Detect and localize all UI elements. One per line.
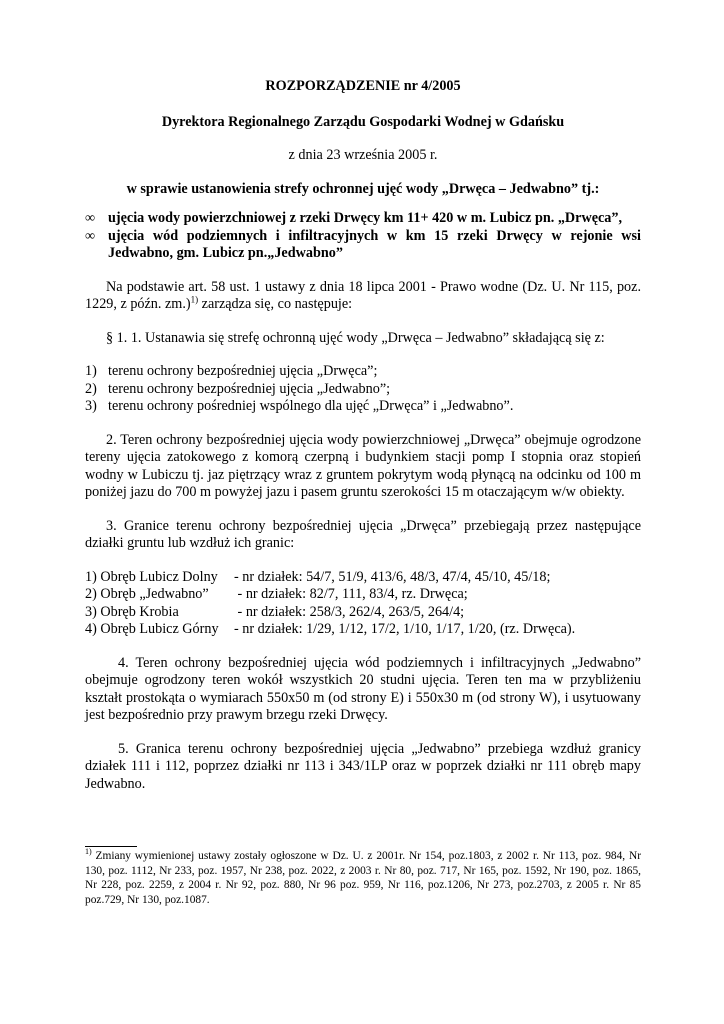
- legal-basis-text: Na podstawie art. 58 ust. 1 ustawy z dnia 18 lipca 2001 - Prawo wodne (Dz. U. Nr 115, poz. 1229, z późn. zm.): [85, 278, 641, 312]
- list-item: [85, 381, 641, 399]
- zone-list: [85, 363, 641, 416]
- infinity-bullet-icon: ∞: [85, 210, 96, 226]
- intake-item-jedwabno: [85, 228, 641, 263]
- legal-basis: [85, 279, 641, 314]
- list-text: terenu ochrony bezpośredniej ujęcia „Drwęca”;: [108, 363, 378, 379]
- list-text: terenu ochrony pośredniej wspólnego dla ujęć „Drwęca” i „Jedwabno”.: [108, 398, 514, 414]
- plot-parcels: - nr działek: 1/29, 1/12, 17/2, 1/10, 1/17, 1/20, (rz. Drwęca).: [234, 621, 576, 637]
- list-text: terenu ochrony bezpośredniej ujęcia „Jedwabno”;: [108, 380, 391, 397]
- footnote-marker: 1): [85, 847, 92, 857]
- plot-parcels: - nr działek: 54/7, 51/9, 413/6, 48/3, 47/4, 45/10, 45/18;: [234, 568, 551, 585]
- list-item: [85, 363, 641, 381]
- document-issuer: Dyrektora Regionalnego Zarządu Gospodarki Wodnej w Gdańsku: [161, 113, 565, 130]
- list-number: 2): [85, 380, 97, 397]
- document-title: ROZPORZĄDZENIE nr 4/2005: [265, 78, 461, 94]
- plot-parcels: - nr działek: 82/7, 111, 83/4, rz. Drwęca;: [234, 586, 468, 602]
- paragraph-4: 4. Teren ochrony bezpośredniej ujęcia wód podziemnych i infiltracyjnych „Jedwabno” obejmuje ogrodzony teren wokół wszystkich 20 studni ujęcia. Teren ten ma w przybliżeniu kształt prostokąta o wymiarach 550x50 m (od strony E) i 550x30 m (od strony W), i usytuowany jest bezpośrednio przy prawym brzegu rzeki Drwęcy.: [85, 654, 641, 723]
- document-subject: w sprawie ustanowienia strefy ochronnej ujęć wody „Drwęca – Jedwabno” tj.:: [126, 180, 600, 197]
- plot-row: [85, 604, 641, 622]
- footnote: [85, 849, 641, 907]
- paragraph-5: 5. Granica terenu ochrony bezpośredniej ujęcia „Jedwabno” przebiega wzdłuż granicy działek 111 i 112, poprzez działki nr 113 i 343/1LP oraz w poprzek działki nr 111 obręb mapy Jedwabno.: [85, 740, 641, 792]
- plot-obreb: 3) Obręb Krobia: [85, 603, 179, 620]
- footnote-text: Zmiany wymienionej ustawy zostały ogłoszone w Dz. U. z 2001r. Nr 154, poz.1803, z 2002 r. Nr 113, poz. 984, Nr 130, poz. 1112, Nr 233, poz. 1957, Nr 238, poz. 2022, z 2003 r. Nr 80, poz. 717, Nr 165, poz. 1592, Nr 190, poz. 1865, Nr 228, poz. 2259, z 2004 r. Nr 92, poz. 880, Nr 96 poz. 959, Nr 116, poz.1206, Nr 273, poz.2703, z 2005 r. Nr 85 poz.729, Nr 130, poz.1087.: [85, 850, 641, 906]
- plot-row: [85, 569, 641, 587]
- list-item: [85, 398, 641, 416]
- plot-list: [85, 569, 641, 639]
- document-date: z dnia 23 września 2005 r.: [288, 147, 438, 163]
- plot-obreb: 2) Obręb „Jedwabno”: [85, 586, 209, 602]
- plot-row: [85, 621, 641, 639]
- document-page: [85, 78, 641, 793]
- intake-text: ujęcia wód podziemnych i infiltracyjnych w km 15 rzeki Drwęcy w rejonie wsi Jedwabno, gm. Lubicz pn.„Jedwabno”: [108, 227, 641, 261]
- paragraph-3: 3. Granice terenu ochrony bezpośredniej ujęcia „Drwęca” przebiegają przez następujące działki gruntu lub wzdłuż ich granic:: [85, 517, 641, 551]
- paragraph-2: 2. Teren ochrony bezpośredniej ujęcia wody powierzchniowej „Drwęca” obejmuje ogrodzone tereny ujęcia zatokowego z komorą czerpną i budynkiem stacji pomp I stopnia oraz stopień wodny w Lubiczu tj. jaz piętrzący wraz z gruntem pokrytym wodą płynącą na odcinku od 100 m poniżej jazu do 700 m powyżej jazu i pasem gruntu szerokości 15 m otaczającym w/w obiekty.: [85, 431, 641, 500]
- infinity-bullet-icon: ∞: [85, 227, 96, 244]
- list-number: 3): [85, 398, 97, 414]
- footnote-ref: 1): [190, 294, 199, 305]
- list-number: 1): [85, 363, 97, 379]
- intake-list: [85, 210, 641, 263]
- section-1-intro: § 1. 1. Ustanawia się strefę ochronną ujęć wody „Drwęca – Jedwabno” składającą się z:: [106, 329, 605, 346]
- intake-item-drweca: [85, 210, 641, 228]
- plot-parcels: - nr działek: 258/3, 262/4, 263/5, 264/4;: [234, 603, 465, 620]
- plot-obreb: 1) Obręb Lubicz Dolny: [85, 568, 218, 585]
- intake-text: ujęcia wody powierzchniowej z rzeki Drwęcy km 11+ 420 w m. Lubicz pn. „Drwęca”,: [108, 210, 623, 226]
- plot-obreb: 4) Obręb Lubicz Górny: [85, 621, 219, 637]
- legal-basis-text-end: zarządza się, co następuje:: [198, 296, 353, 312]
- footnote-separator: [85, 846, 137, 847]
- plot-row: [85, 586, 641, 604]
